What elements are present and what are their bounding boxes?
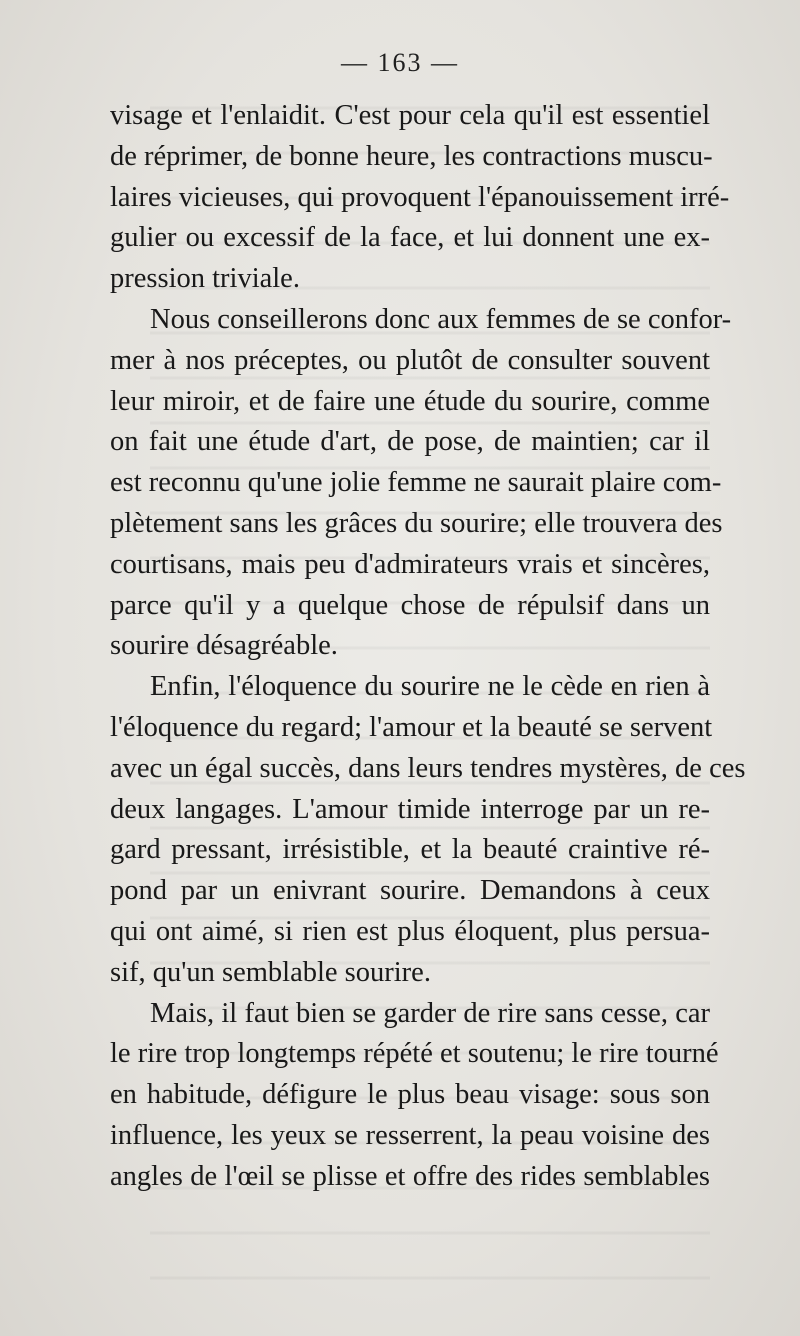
paragraph-1 — [110, 96, 730, 300]
text-line: gulier ou excessif de la face, et lui donnent une ex- — [110, 222, 710, 254]
paragraph-2 — [110, 300, 732, 667]
text-line: sif, qu'un semblable sourire. — [110, 956, 431, 988]
text-line: Enfin, l'éloquence du sourire ne le cède en rien à — [150, 671, 710, 703]
text-line: laires vicieuses, qui provoquent l'épanouissement irré- — [110, 181, 730, 213]
text-line: est reconnu qu'une jolie femme ne saurait plaire com- — [110, 467, 722, 499]
text-line: deux langages. L'amour timide interroge par un re- — [110, 793, 710, 825]
text-line: influence, les yeux se resserrent, la peau voisine des — [110, 1119, 710, 1151]
text-line: le rire trop longtemps répété et soutenu; le rire tourné — [110, 1038, 719, 1070]
text-line: qui ont aimé, si rien est plus éloquent, plus persua- — [110, 915, 710, 947]
text-line: de réprimer, de bonne heure, les contractions muscu- — [110, 140, 713, 172]
text-line: parce qu'il y a quelque chose de répulsif dans un — [110, 589, 710, 621]
text-line: gard pressant, irrésistible, et la beauté craintive ré- — [110, 834, 710, 866]
text-line: visage et l'enlaidit. C'est pour cela qu'il est essentiel — [110, 100, 710, 131]
text-line: courtisans, mais peu d'admirateurs vrais et sincères, — [110, 548, 710, 580]
text-line: l'éloquence du regard; l'amour et la beauté se servent — [110, 711, 713, 743]
paragraph-4 — [110, 994, 719, 1198]
paragraph-3 — [110, 667, 746, 993]
text-line: Mais, il faut bien se garder de rire sans cesse, car — [150, 997, 710, 1029]
text-line: mer à nos préceptes, ou plutôt de consulter souvent — [110, 344, 710, 376]
page-number-header: — 163 — — [341, 48, 459, 77]
text-line: avec un égal succès, dans leurs tendres mystères, de ces — [110, 752, 746, 784]
text-line: angles de l'œil se plisse et offre des rides semblables — [110, 1160, 710, 1192]
text-line: plètement sans les grâces du sourire; elle trouvera des — [110, 507, 723, 539]
text-line: pond par un enivrant sourire. Demandons à ceux — [110, 875, 710, 907]
text-line: on fait une étude d'art, de pose, de maintien; car il — [110, 426, 710, 458]
text-line: en habitude, défigure le plus beau visage: sous son — [110, 1079, 710, 1111]
text-line: Nous conseillerons donc aux femmes de se confor- — [150, 303, 732, 335]
page-body-text — [110, 96, 746, 1198]
text-line: sourire désagréable. — [110, 630, 338, 662]
text-line: leur miroir, et de faire une étude du sourire, comme — [110, 385, 710, 417]
text-line: pression triviale. — [110, 263, 300, 295]
